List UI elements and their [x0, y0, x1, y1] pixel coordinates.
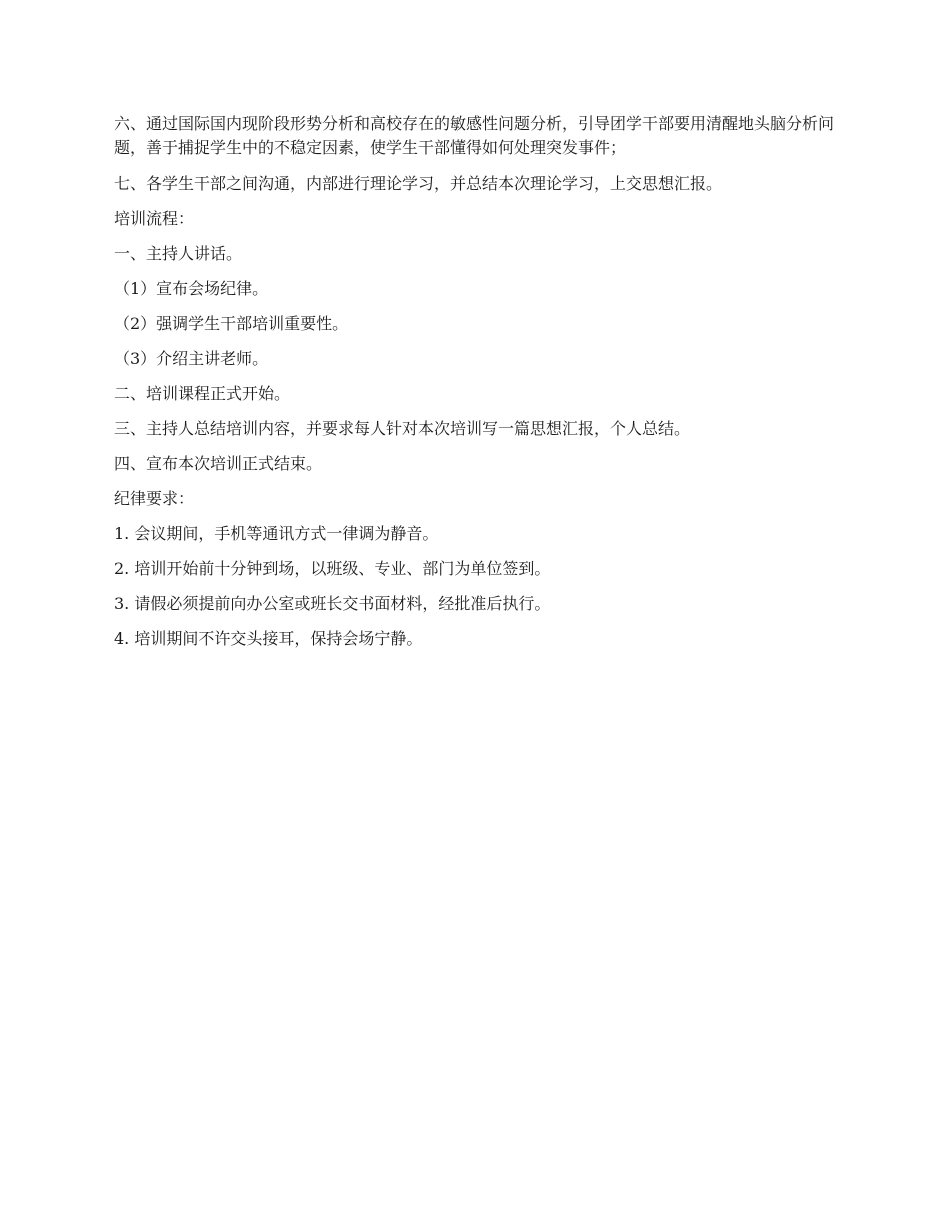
process-substep-1: （1）宣布会场纪律。	[114, 279, 269, 298]
process-substep-3: （3）介绍主讲老师。	[114, 349, 269, 368]
paragraph-section-6: 六、通过国际国内现阶段形势分析和高校存在的敏感性问题分析，引导团学干部要用清醒地头脑分析问题，善于捕捉学生中的不稳定因素，使学生干部懂得如何处理突发事件；	[114, 114, 835, 157]
discipline-item-2: 2. 培训开始前十分钟到场，以班级、专业、部门为单位签到。	[114, 559, 551, 578]
heading-training-process: 培训流程：	[114, 209, 195, 228]
heading-discipline-requirements: 纪律要求：	[114, 489, 195, 508]
process-substep-2: （2）强调学生干部培训重要性。	[114, 314, 349, 333]
discipline-item-4: 4. 培训期间不许交头接耳，保持会场宁静。	[114, 629, 423, 648]
process-step-1: 一、主持人讲话。	[114, 244, 243, 263]
discipline-item-3: 3. 请假必须提前向办公室或班长交书面材料，经批准后执行。	[114, 594, 551, 613]
discipline-item-1: 1. 会议期间，手机等通讯方式一律调为静音。	[114, 524, 439, 543]
process-step-4: 四、宣布本次培训正式结束。	[114, 454, 323, 473]
paragraph-section-7: 七、各学生干部之间沟通，内部进行理论学习，并总结本次理论学习，上交思想汇报。	[114, 174, 723, 193]
process-step-3: 三、主持人总结培训内容，并要求每人针对本次培训写一篇思想汇报，个人总结。	[114, 419, 691, 438]
document-page	[114, 112, 844, 663]
process-step-2: 二、培训课程正式开始。	[114, 384, 291, 403]
